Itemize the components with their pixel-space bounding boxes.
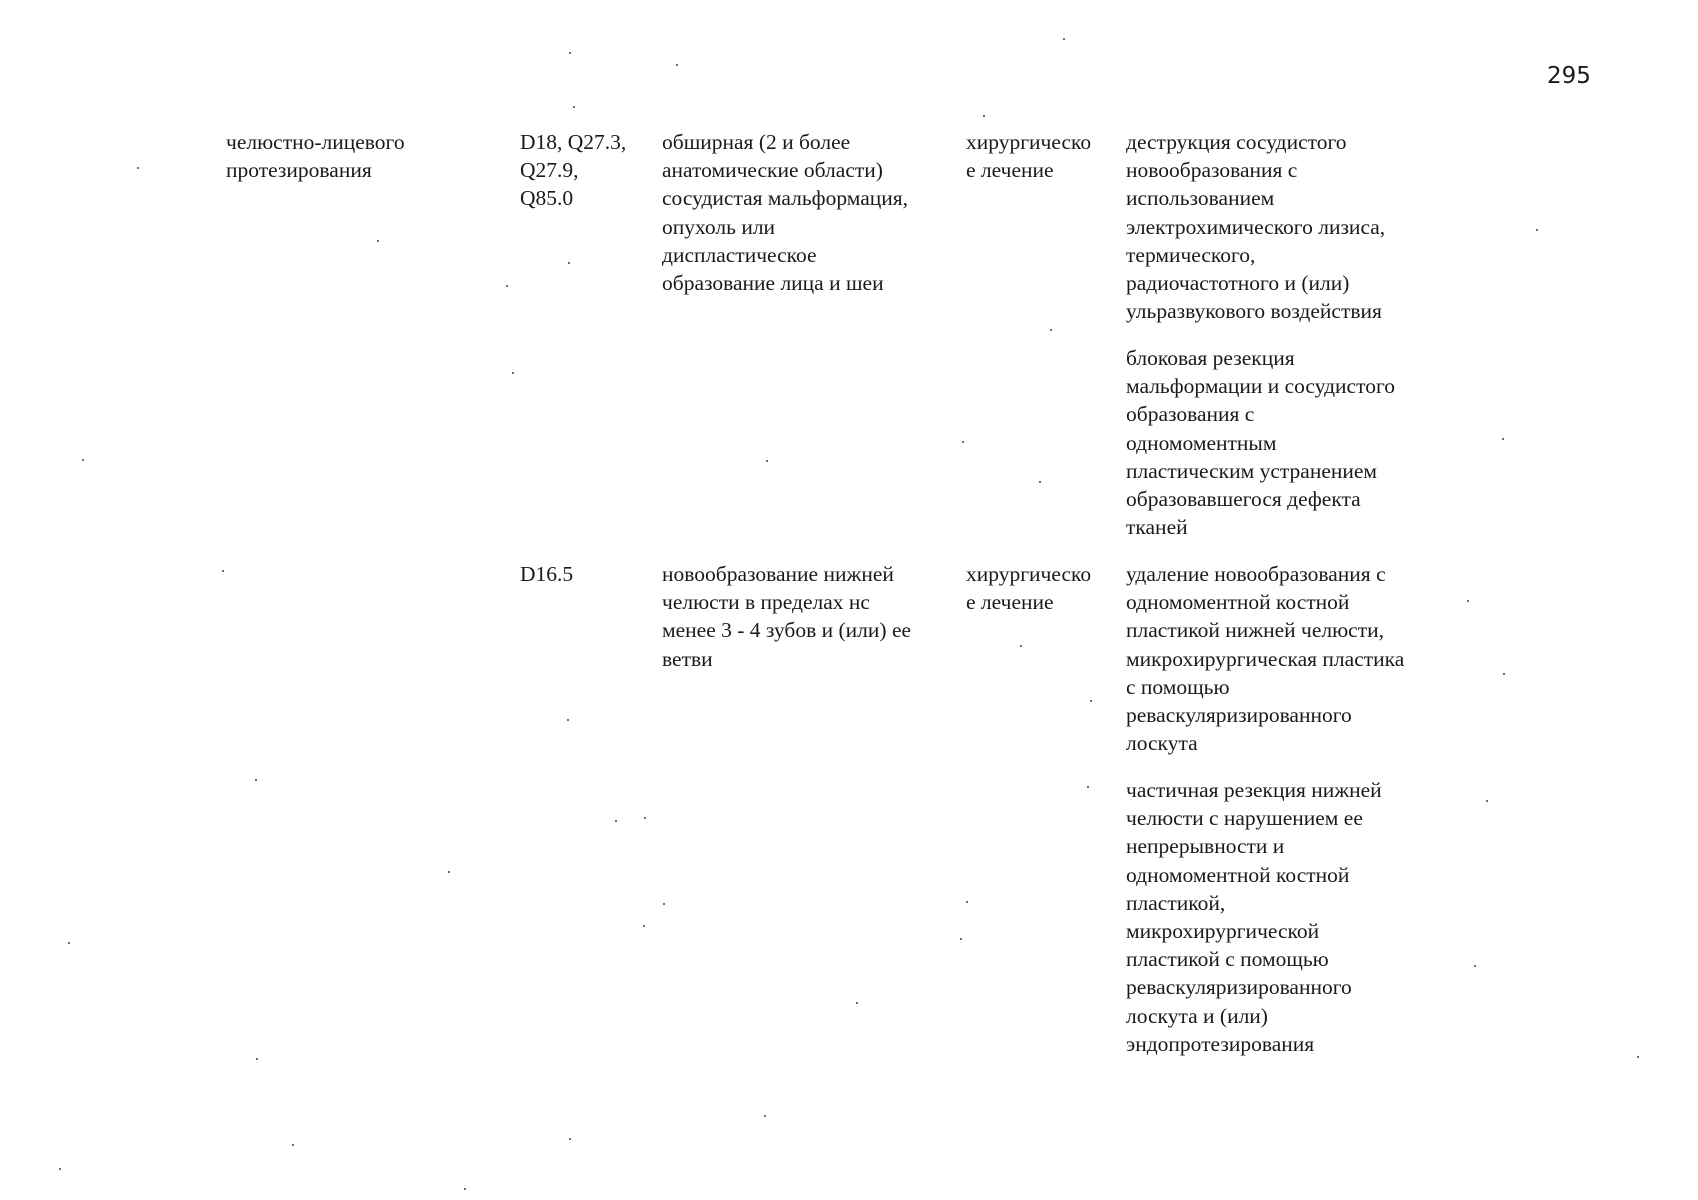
scan-speck (448, 871, 450, 873)
scan-speck (59, 1168, 61, 1170)
scan-speck (856, 1002, 858, 1004)
scan-speck (1637, 1056, 1639, 1058)
scan-speck (676, 64, 678, 66)
page-number: 295 (1547, 63, 1591, 89)
scan-speck (256, 1058, 258, 1060)
scan-speck (766, 460, 768, 462)
patient-model-cell: новообразование нижней челюсти в пределах нс менее 3 - 4 зубов и (или) ее ветви (662, 562, 912, 671)
scan-speck (68, 942, 70, 944)
profile-cell: челюстно-лицевого протезирования (226, 130, 405, 183)
scan-speck (643, 925, 645, 927)
scan-speck (1467, 600, 1469, 602)
treatment-type-cell: хирургическо е лечение (966, 130, 1092, 183)
scan-speck (663, 903, 665, 905)
scan-speck (255, 779, 257, 781)
scan-speck (292, 1144, 294, 1146)
treatment-method-cell: блоковая резекция мальформации и сосудистого образования с одномоментным пластическим устранением образовавшегося дефекта тканей (1126, 346, 1395, 540)
icd-codes-cell: D16.5 (520, 562, 574, 586)
scan-speck (222, 570, 224, 572)
scan-speck (615, 820, 617, 822)
treatment-method-cell: удаление новообразования с одномоментной костной пластикой нижней челюсти, микрохирургическая пластика с помощью реваскуляризированного лоскута (1126, 562, 1405, 756)
scan-speck (962, 441, 964, 443)
scan-speck (573, 106, 575, 108)
scan-speck (82, 459, 84, 461)
scan-speck (1087, 786, 1089, 788)
scan-speck (1039, 481, 1041, 483)
treatment-method-cell: частичная резекция нижней челюсти с нарушением ее непрерывности и одномоментной костной пластикой, микрохирургической пластикой с помощью реваскуляризированного лоскута и (или) эндопротезирования (1126, 778, 1382, 1056)
treatment-type-cell: хирургическо е лечение (966, 562, 1092, 615)
scan-speck (1474, 965, 1476, 967)
scan-speck (512, 372, 514, 374)
scan-speck (567, 719, 569, 721)
scan-speck (568, 262, 570, 264)
scan-speck (569, 1138, 571, 1140)
scan-speck (1536, 229, 1538, 231)
scan-speck (137, 167, 139, 169)
scan-speck (1050, 329, 1052, 331)
scan-speck (966, 901, 968, 903)
scan-speck (1020, 645, 1022, 647)
scan-speck (464, 1188, 466, 1190)
scan-speck (1063, 38, 1065, 40)
scan-speck (983, 115, 985, 117)
scan-speck (960, 938, 962, 940)
scan-speck (764, 1115, 766, 1117)
scan-speck (569, 52, 571, 54)
scan-speck (1503, 673, 1505, 675)
treatment-method-cell: деструкция сосудистого новообразования с использованием электрохимического лизиса, термического, радиочастотного и (или) ульразвукового воздействия (1126, 130, 1386, 324)
scan-speck (1486, 800, 1488, 802)
scan-speck (377, 240, 379, 242)
scan-speck (1502, 438, 1504, 440)
scan-speck (644, 817, 646, 819)
icd-codes-cell: D18, Q27.3, Q27.9, Q85.0 (520, 130, 627, 211)
scan-speck (506, 285, 508, 287)
patient-model-cell: обширная (2 и более анатомические области) сосудистая мальформация, опухоль или диспластическое образование лица и шеи (662, 130, 909, 296)
scan-speck (1090, 700, 1092, 702)
